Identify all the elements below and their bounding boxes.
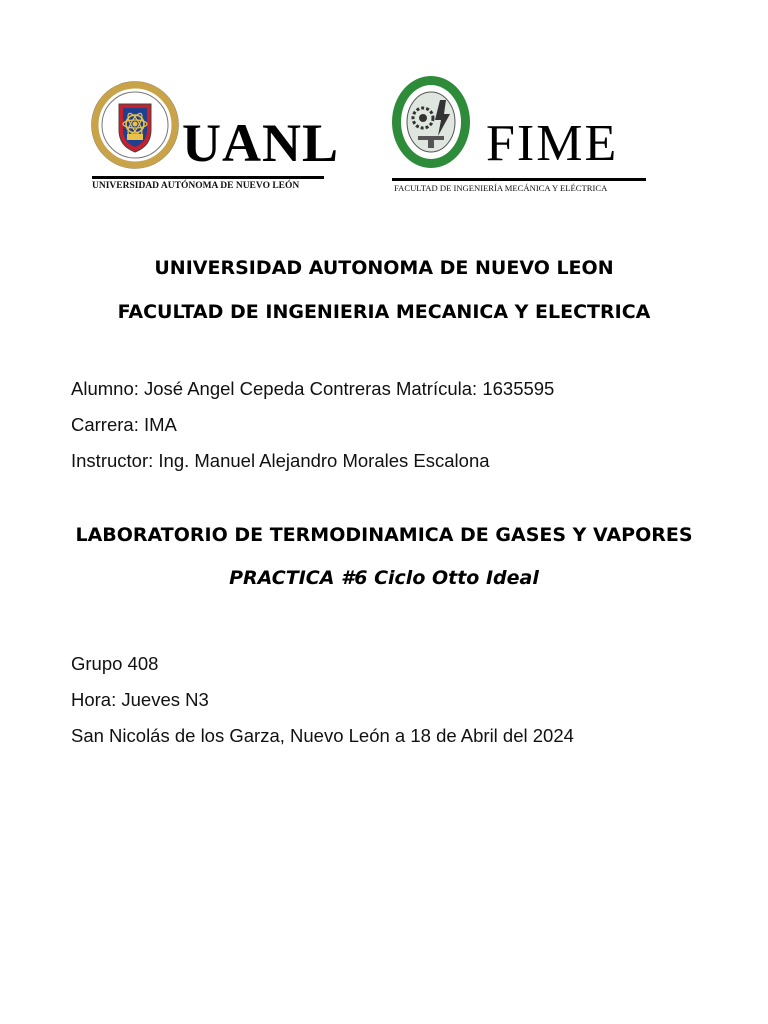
uanl-seal-icon — [90, 80, 180, 170]
fime-logo — [390, 74, 648, 198]
uanl-logo — [90, 80, 340, 198]
lab-title: LABORATORIO DE TERMODINAMICA DE GASES Y VAPORES — [75, 524, 693, 546]
practice-title: PRACTICA #6 Ciclo Otto Ideal — [229, 567, 539, 589]
fime-wordmark: FIME — [486, 115, 619, 172]
fime-seal-icon — [390, 74, 472, 170]
schedule-line: Hora: Jueves N3 — [71, 689, 209, 710]
group-line: Grupo 408 — [71, 653, 159, 674]
student-name-line: Alumno: José Angel Cepeda Contreras Matrícula: 1635595 — [71, 378, 555, 399]
university-heading: UNIVERSIDAD AUTONOMA DE NUEVO LEON — [154, 257, 614, 279]
instructor-line: Instructor: Ing. Manuel Alejandro Morales Escalona — [71, 450, 490, 471]
fime-divider — [392, 178, 646, 181]
uanl-wordmark: UANL — [182, 113, 340, 173]
place-date-line: San Nicolás de los Garza, Nuevo León a 18 de Abril del 2024 — [71, 725, 574, 746]
uanl-subtitle: UNIVERSIDAD AUTÓNOMA DE NUEVO LEÓN — [92, 181, 300, 191]
faculty-heading: FACULTAD DE INGENIERIA MECANICA Y ELECTRICA — [117, 301, 651, 323]
fime-subtitle: FACULTAD DE INGENIERÍA MECÁNICA Y ELÉCTRICA — [394, 183, 608, 193]
career-line: Carrera: IMA — [71, 414, 177, 435]
uanl-divider — [92, 176, 324, 179]
